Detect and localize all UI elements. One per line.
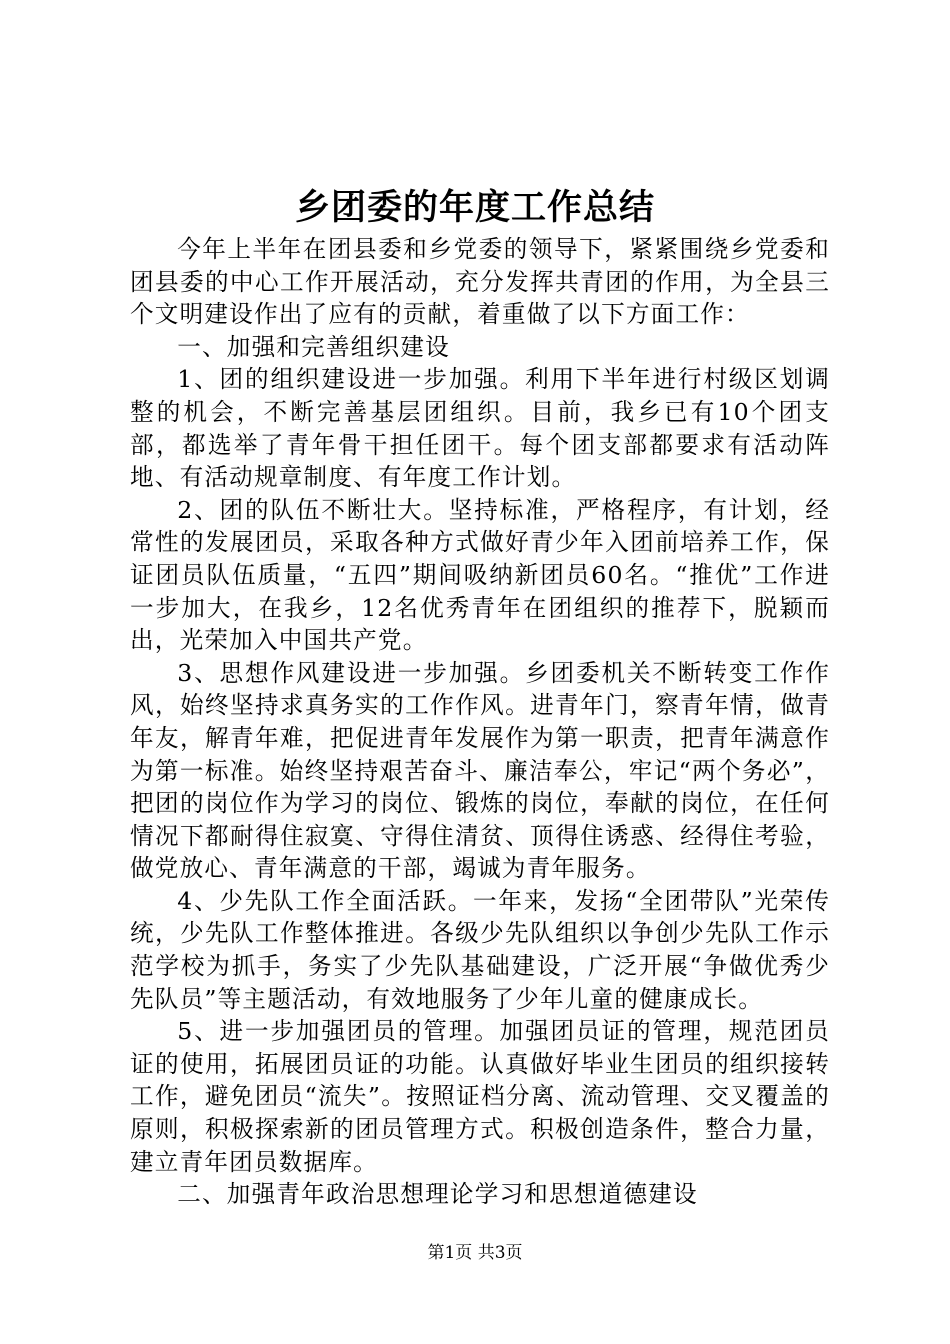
page-footer: 第1页 共3页 (427, 1243, 523, 1263)
document-body (130, 233, 830, 1211)
intro-paragraph: 今年上半年在团县委和乡党委的领导下，紧紧围绕乡党委和团县委的中心工作开展活动，充分发挥共青团的作用，为全县三个文明建设作出了应有的贡献，着重做了以下方面工作： (130, 235, 830, 329)
item-paragraph-2: 2、团的队伍不断壮大。坚持标准，严格程序，有计划，经常性的发展团员，采取各种方式做好青少年入团前培养工作，保证团员队伍质量，“五四”期间吸纳新团员60名。“推优”工作进一步加大，在我乡，12名优秀青年在团组织的推荐下，脱颖而出，光荣加入中国共产党。 (130, 495, 830, 655)
item-paragraph-1: 1、团的组织建设进一步加强。利用下半年进行村级区划调整的机会，不断完善基层团组织。目前，我乡已有10个团支部，都选举了青年骨干担任团干。每个团支部都要求有活动阵地、有活动规章制度、有年度工作计划。 (130, 365, 830, 492)
section-heading-2: 二、加强青年政治思想理论学习和思想道德建设 (177, 1180, 698, 1209)
section-heading-1: 一、加强和完善组织建设 (177, 332, 450, 361)
item-paragraph-3: 3、思想作风建设进一步加强。乡团委机关不断转变工作作风，始终坚持求真务实的工作作风。进青年门，察青年情，做青年友，解青年难，把促进青年发展作为第一职责，把青年满意作为第一标准。始终坚持艰苦奋斗、廉洁奉公，牢记“两个务必”，把团的岗位作为学习的岗位、锻炼的岗位，奉献的岗位，在任何情况下都耐得住寂寞、守得住清贫、顶得住诱惑、经得住考验，做党放心、青年满意的干部，竭诚为青年服务。 (130, 658, 830, 883)
document-title: 乡团委的年度工作总结 (294, 187, 655, 228)
item-paragraph-5: 5、进一步加强团员的管理。加强团员证的管理，规范团员证的使用，拓展团员证的功能。认真做好毕业生团员的组织接转工作，避免团员“流失”。按照证档分离、流动管理、交叉覆盖的原则，积极探索新的团员管理方式。积极创造条件，整合力量，建立青年团员数据库。 (130, 1017, 830, 1176)
item-paragraph-4: 4、少先队工作全面活跃。一年来，发扬“全团带队”光荣传统，少先队工作整体推进。各级少先队组织以争创少先队工作示范学校为抓手，务实了少先队基础建设，广泛开展“争做优秀少先队员”等主题活动，有效地服务了少年儿童的健康成长。 (130, 886, 830, 1013)
